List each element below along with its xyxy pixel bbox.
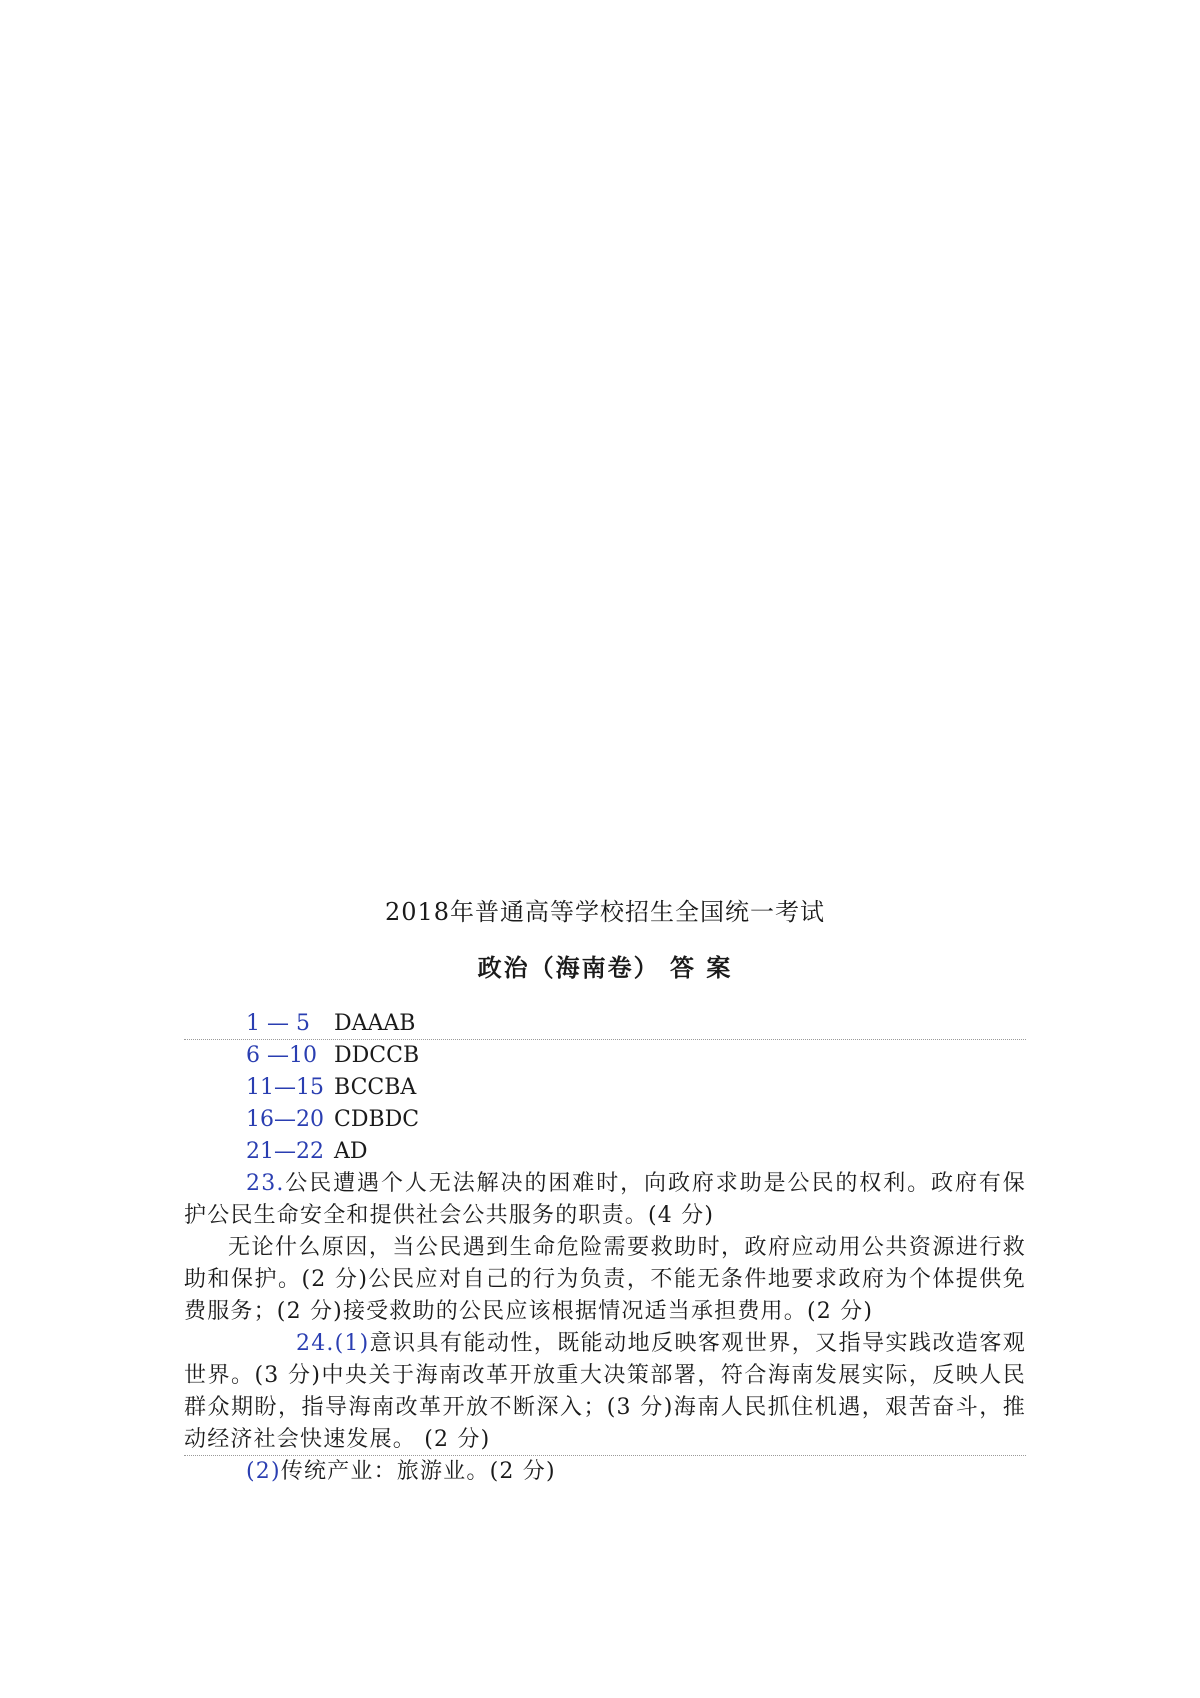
choice-range: 21—22 — [246, 1139, 324, 1164]
q24-part1-label: (1) — [334, 1331, 370, 1356]
exam-subtitle: 政治（海南卷） 答 案 — [477, 954, 733, 982]
q24-paragraph-1 — [184, 1328, 1026, 1456]
choice-range: 6 —10 — [246, 1043, 317, 1068]
q23-paragraph-1 — [184, 1168, 1026, 1232]
q24-part2-label: (2) — [246, 1459, 281, 1484]
choice-answers: AD — [334, 1139, 368, 1164]
q23-text-2: 无论什么原因，当公民遇到生命危险需要救助时，政府应动用公共资源进行救助和保护。(2 分)公民应对自己的行为负责，不能无条件地要求政府为个体提供免费服务；(2 分)接受救助的公民应该根据情况适当承担费用。(2 分) — [184, 1235, 1026, 1324]
choice-answer-row — [184, 1104, 1026, 1136]
choice-answers: DAAAB — [334, 1011, 416, 1036]
choice-answers: DDCCB — [334, 1043, 420, 1068]
choice-answers: BCCBA — [334, 1075, 417, 1100]
answer-body — [184, 1008, 1026, 1488]
choice-answer-row — [184, 1136, 1026, 1168]
choice-range: 16—20 — [246, 1107, 324, 1132]
choice-answer-row — [184, 1040, 1026, 1072]
exam-title: 2018年普通高等学校招生全国统一考试 — [384, 898, 826, 926]
choice-answer-row — [184, 1008, 1026, 1040]
choice-answers: CDBDC — [334, 1107, 420, 1132]
q24-number: 24. — [296, 1331, 335, 1356]
choice-range: 11—15 — [246, 1075, 324, 1100]
q23-text-1: 公民遭遇个人无法解决的困难时，向政府求助是公民的权利。政府有保护公民生命安全和提供社会公共服务的职责。(4 分) — [184, 1171, 1026, 1228]
q23-paragraph-2 — [184, 1232, 1026, 1328]
dotted-divider — [184, 1455, 1026, 1456]
choice-range: 1 — 5 — [246, 1011, 310, 1036]
q24-part1-text: 意识具有能动性，既能动地反映客观世界，又指导实践改造客观世界。(3 分)中央关于海南改革开放重大决策部署，符合海南发展实际，反映人民群众期盼，指导海南改革开放不断深入；(3 分)海南人民抓住机遇，艰苦奋斗，推动经济社会快速发展。 (2 分) — [184, 1331, 1026, 1452]
q24-part2-text: 传统产业：旅游业。(2 分) — [280, 1459, 556, 1484]
q23-number: 23. — [246, 1171, 285, 1196]
choice-answer-row — [184, 1072, 1026, 1104]
q24-paragraph-2 — [184, 1456, 1026, 1488]
